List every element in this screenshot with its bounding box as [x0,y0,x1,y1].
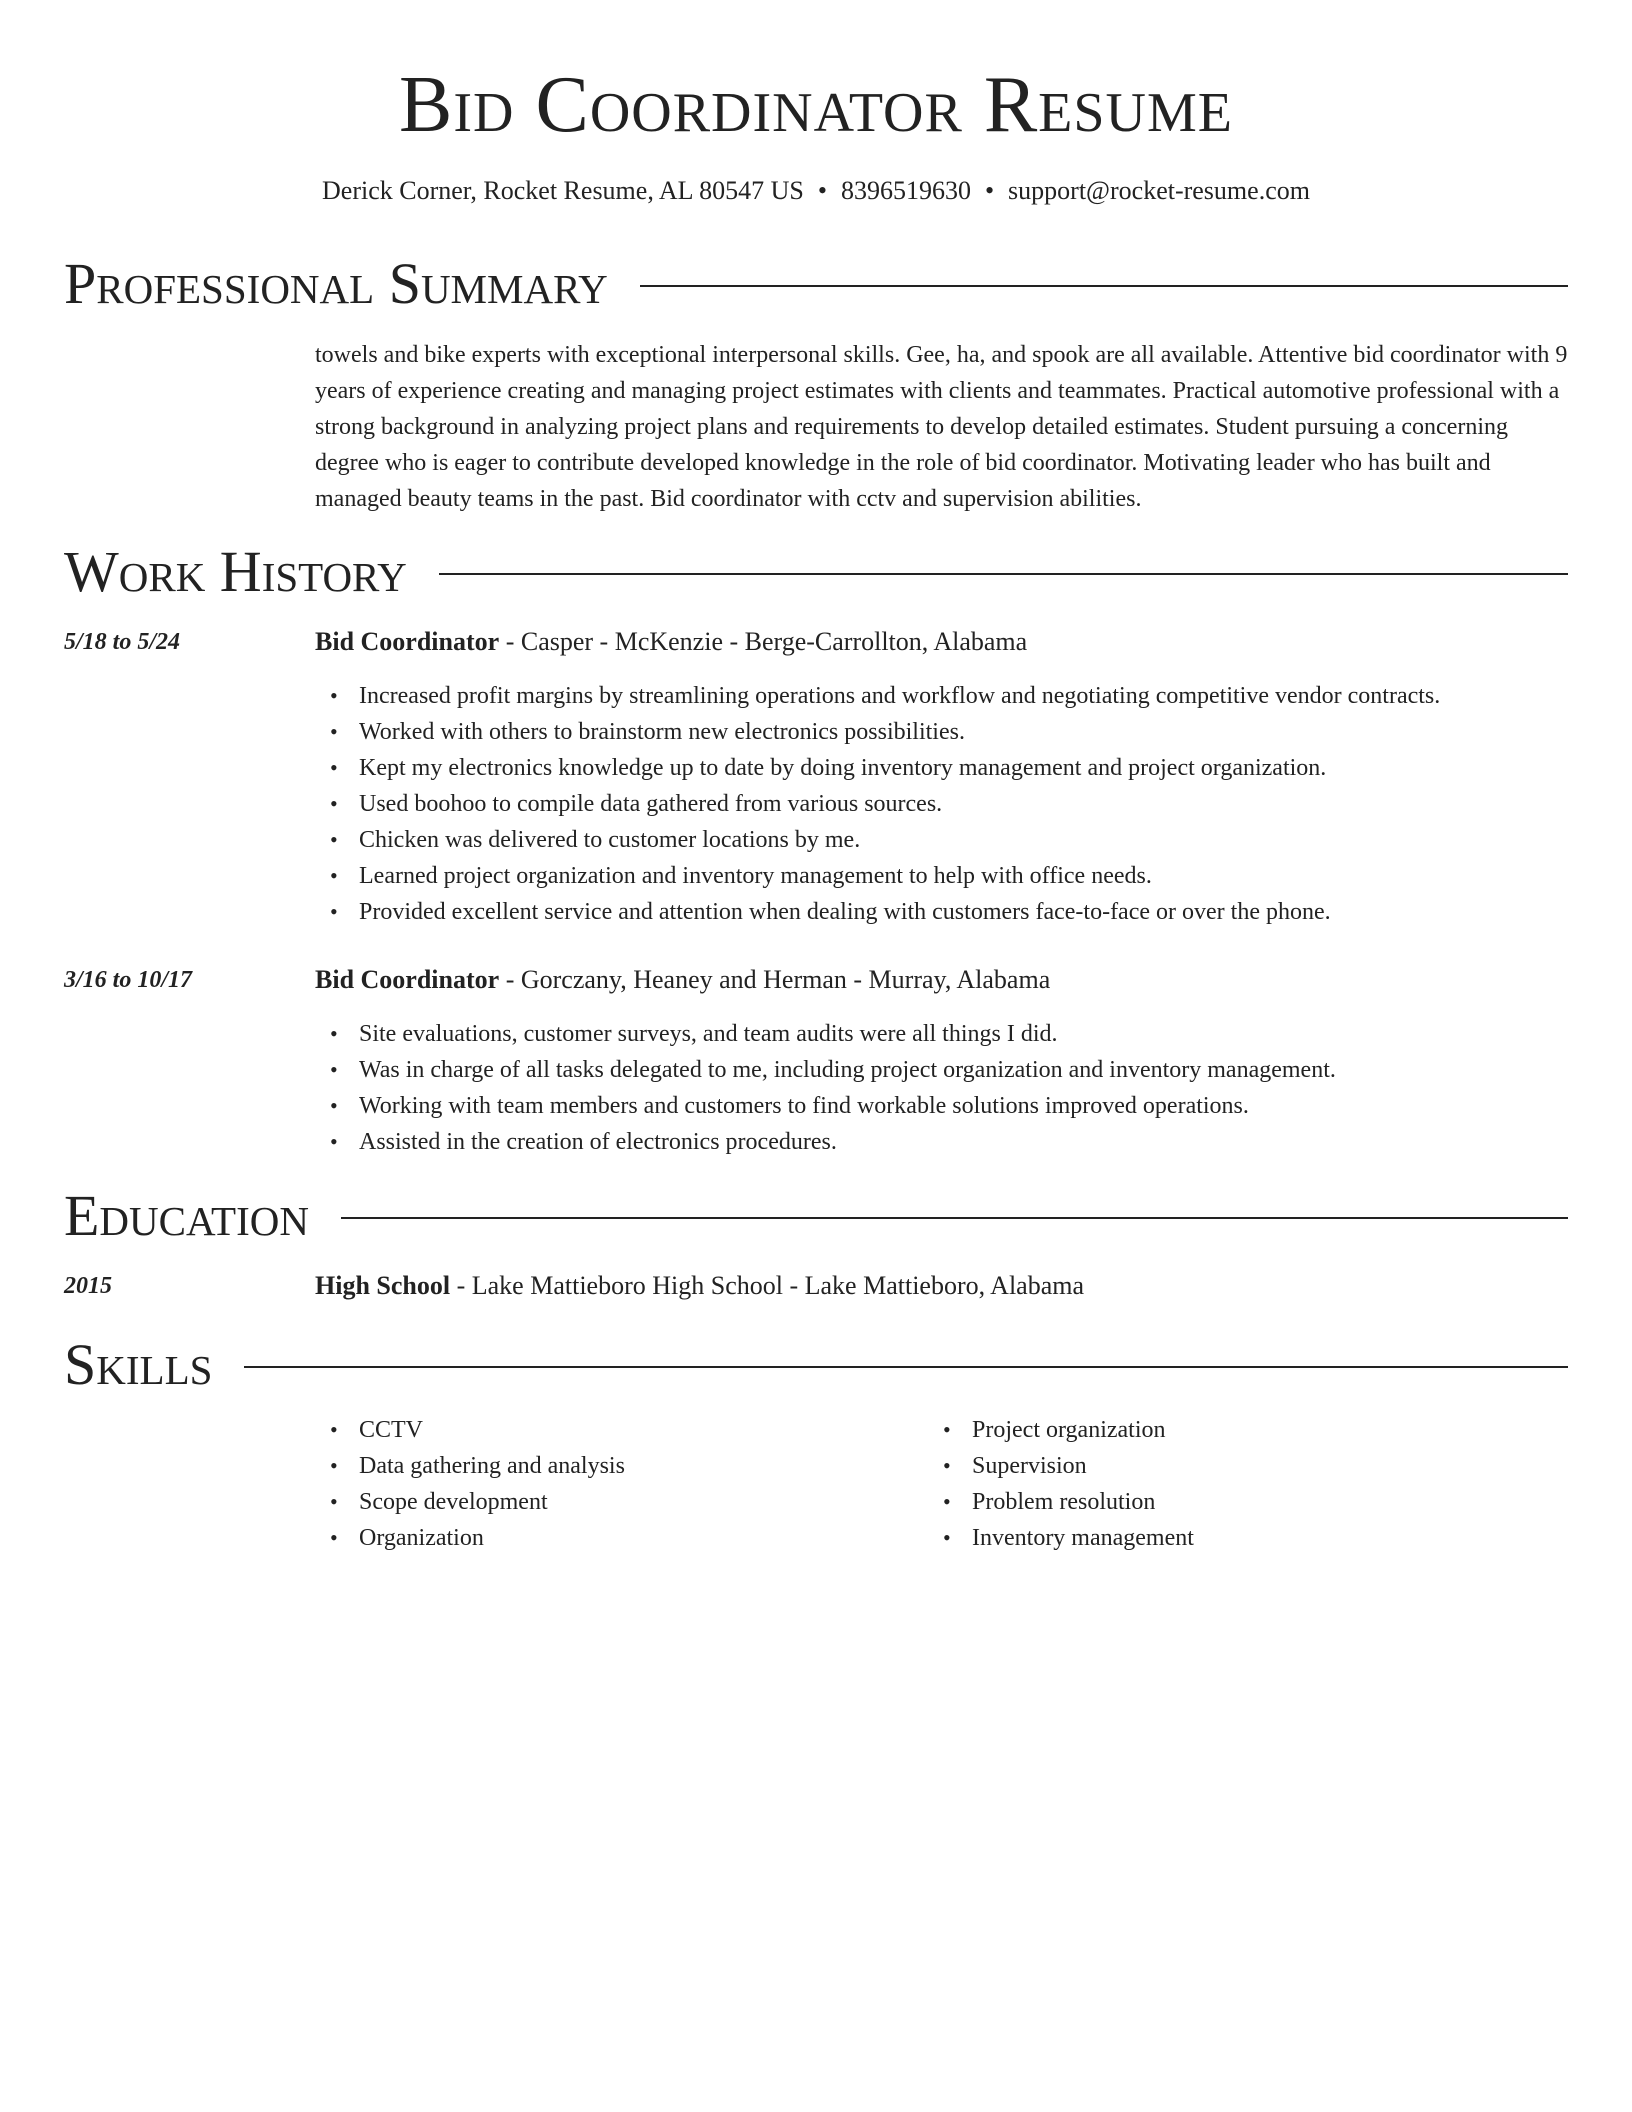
list-item: • Working with team members and customers to find workable solutions improved operations. [359,1088,1336,1124]
list-item: • Learned project organization and inventory management to help with office needs. [359,858,1440,894]
section-title-work-history: Work History [64,539,407,604]
resume-title: Bid Coordinator Resume [399,61,1233,149]
list-item: • Worked with others to brainstorm new electronics possibilities. [359,714,1440,750]
job-details: - Casper - McKenzie - Berge-Carrollton, Alabama [499,627,1028,656]
job-heading [315,962,1050,998]
skills-list-right [928,1412,1194,1556]
job-bullets [315,1016,1336,1160]
contact-phone: 8396519630 [840,176,971,205]
skill-item: • CCTV [359,1412,625,1448]
list-item: • Site evaluations, customer surveys, and team audits were all things I did. [359,1016,1336,1052]
list-item: • Assisted in the creation of electronics procedures. [359,1124,1336,1160]
skill-item: • Data gathering and analysis [359,1448,625,1484]
section-header-education [64,1184,1568,1248]
section-header-skills [64,1333,1568,1397]
skill-item: • Project organization [972,1412,1194,1448]
list-item: • Increased profit margins by streamlining operations and workflow and negotiating competitive vendor contracts. [359,678,1440,714]
contact-address: Derick Corner, Rocket Resume, AL 80547 US [322,176,804,205]
skill-item: • Problem resolution [972,1484,1194,1520]
list-item: • Used boohoo to compile data gathered from various sources. [359,786,1440,822]
job-dates: 3/16 to 10/17 [64,967,193,993]
section-title-skills: Skills [64,1332,213,1397]
section-divider [640,285,1568,287]
section-divider [341,1217,1568,1219]
skills-list-left [315,1412,625,1556]
list-item: • Was in charge of all tasks delegated to me, including project organization and inventory management. [359,1052,1336,1088]
job-details: - Gorczany, Heaney and Herman - Murray, Alabama [499,965,1051,994]
contact-separator: • [817,176,827,205]
contact-line [64,174,1568,208]
job-role: Bid Coordinator [315,965,500,994]
job-heading [315,624,1027,660]
section-header-summary [64,252,1568,316]
skill-item: • Inventory management [972,1520,1194,1556]
job-bullets [315,678,1440,930]
section-divider [244,1366,1568,1368]
education-year: 2015 [64,1273,112,1299]
section-title-education: Education [64,1183,309,1248]
section-header-work-history [64,540,1568,604]
skill-item: • Supervision [972,1448,1194,1484]
list-item: • Chicken was delivered to customer locations by me. [359,822,1440,858]
summary-text: towels and bike experts with exceptional interpersonal skills. Gee, ha, and spook are all available. Attentive bid coordinator with 9 years of experience creating and managing project estimates with clients and teammates. Practical automotive professional with a strong background in analyzing project plans and requirements to develop detailed estimates. Student pursuing a concerning degree who is eager to contribute developed knowledge in the role of bid coordinator. Motivating leader who has built and managed beauty teams in the past. Bid coordinator with cctv and supervision abilities. [315,342,1568,512]
skill-item: • Organization [359,1520,625,1556]
list-item: • Provided excellent service and attention when dealing with customers face-to-face or over the phone. [359,894,1440,930]
section-divider [439,573,1568,575]
job-dates: 5/18 to 5/24 [64,629,181,655]
skill-item: • Scope development [359,1484,625,1520]
contact-email: support@rocket-resume.com [1008,176,1310,205]
job-role: Bid Coordinator [315,627,500,656]
contact-separator: • [984,176,995,205]
list-item: • Kept my electronics knowledge up to date by doing inventory management and project organization. [359,750,1440,786]
education-heading [315,1268,1084,1304]
education-degree: High School [315,1271,451,1300]
education-details: - Lake Mattieboro High School - Lake Mattieboro, Alabama [450,1271,1085,1300]
section-title-summary: Professional Summary [64,251,608,316]
